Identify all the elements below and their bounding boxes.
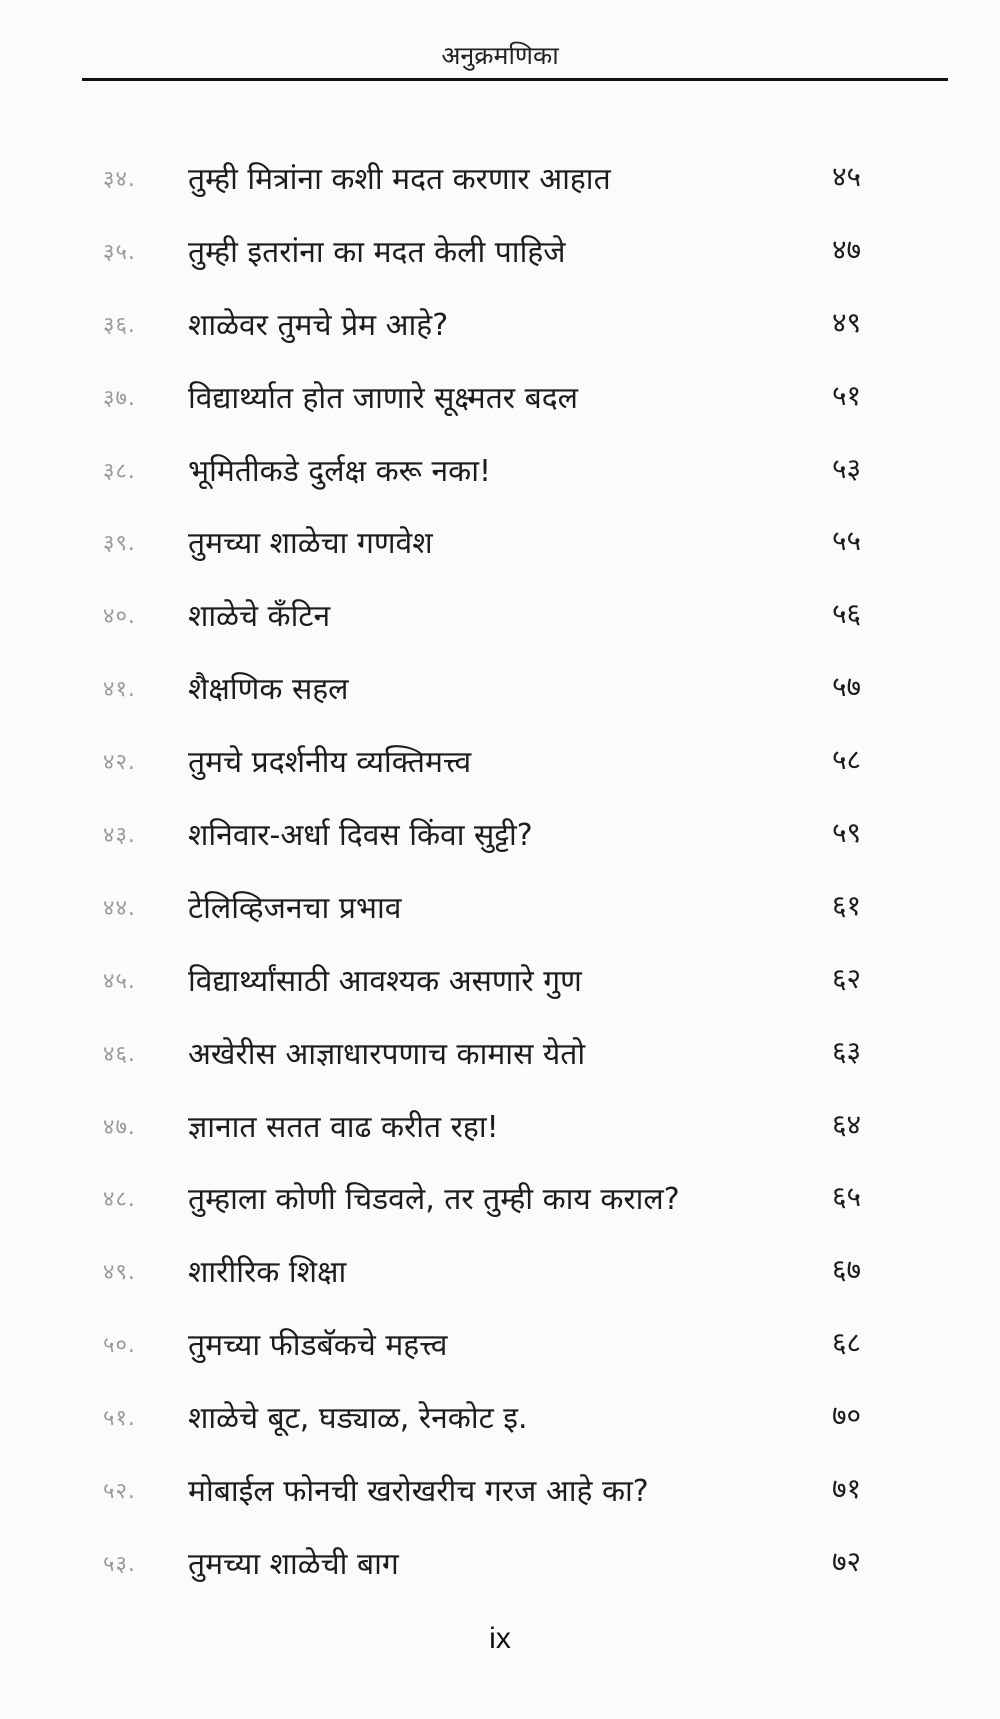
toc-entry-page: ६२ [832,961,862,995]
toc-entry-number: ३६. [103,312,136,338]
toc-entry [0,801,1000,874]
toc-entry-number: ४२. [103,750,136,776]
toc-entry-title: तुमच्या शाळेचा गणवेश [188,526,433,562]
toc-entry-page: ६१ [832,888,862,922]
toc-entry-number: ४३. [103,823,136,849]
toc-entry [0,1093,1000,1166]
toc-entry-page: ६५ [832,1180,862,1214]
toc-entry-page: ५८ [832,743,862,777]
toc-entry [0,145,1000,218]
toc-entry-title: तुमचे प्रदर्शनीय व्यक्तिमत्त्व [188,745,472,781]
toc-entry-title: तुमच्या शाळेची बाग [188,1546,399,1582]
toc-entry [0,947,1000,1020]
toc-entry-title: तुम्ही मित्रांना कशी मदत करणार आहात [188,162,611,197]
toc-entry-title: ज्ञानात सतत वाढ करीत रहा! [188,1109,499,1145]
toc-entry [0,509,1000,582]
toc-entry-number: ३७. [103,385,136,411]
toc-entry [0,364,1000,437]
toc-entry-page: ५६ [832,597,862,631]
toc-entry-page: ५७ [832,670,862,704]
toc-entry-number: ३८. [103,458,136,484]
toc-entry-page: ७१ [832,1472,862,1506]
toc-entry-number: ४१. [103,677,136,703]
toc-entry-page: ६४ [832,1107,862,1141]
toc-entry-title: शनिवार-अर्धा दिवस किंवा सुट्टी? [188,818,533,854]
toc-entry-number: ५३. [103,1551,136,1577]
toc-entry-title: विद्यार्थ्यात होत जाणारे सूक्ष्मतर बदल [188,380,579,416]
toc-entry [0,218,1000,291]
page-header-title: अनुक्रमणिका [441,41,559,70]
toc-entry-number: ४५. [103,968,136,994]
toc-entry [0,728,1000,801]
toc-entry-page: ५९ [832,816,862,850]
toc-entry-page: ५५ [832,524,862,558]
toc-entry [0,1530,1000,1603]
toc-entry-page: ६७ [832,1253,862,1287]
toc-entry [0,874,1000,947]
toc-entry-number: ४९. [103,1260,136,1286]
toc-entry-title: भूमितीकडे दुर्लक्ष करू नका! [188,453,491,489]
toc-entry-number: ४७. [103,1114,136,1140]
toc-entry-page: ७२ [832,1544,862,1578]
toc-entry-number: ३९. [103,531,136,557]
toc-entry-page: ४७ [832,232,862,266]
toc-entry [0,291,1000,364]
toc-entry-title: शैक्षणिक सहल [188,672,349,708]
toc-entry-title: शाळेचे कॅंटिन [188,599,331,635]
toc-entry-title: विद्यार्थ्यांसाठी आवश्यक असणारे गुण [188,963,582,999]
toc-entry [0,1238,1000,1311]
toc-entry-title: तुम्ही इतरांना का मदत केली पाहिजे [188,234,566,270]
header-divider [82,78,948,81]
toc-entry [0,1311,1000,1384]
toc-entry-number: ४४. [103,895,136,921]
toc-entry [0,1020,1000,1093]
toc-entry-title: शाळेचे बूट, घड्याळ, रेनकोट इ. [188,1401,528,1437]
toc-entry-title: तुम्हाला कोणी चिडवले, तर तुम्ही काय कराल? [188,1182,680,1218]
toc-entry [0,655,1000,728]
toc-entry-page: ५१ [832,378,862,412]
toc-entry-page: ६८ [832,1326,862,1360]
toc-entry-number: ४६. [103,1041,136,1067]
toc-entry-page: ६३ [832,1034,862,1068]
toc-entry-number: ५१. [103,1406,136,1432]
toc-entry [0,437,1000,510]
toc-entry-page: ४९ [832,305,862,339]
toc-entry-number: ५२. [103,1479,136,1505]
table-of-contents [0,145,1000,1603]
toc-entry-page: ५३ [832,451,862,485]
toc-entry [0,1384,1000,1457]
toc-entry-title: शारीरिक शिक्षा [188,1255,347,1291]
toc-entry [0,1457,1000,1530]
toc-entry-page: ७० [832,1399,862,1433]
toc-entry-title: अखेरीस आज्ञाधारपणाच कामास येतो [188,1036,586,1072]
toc-entry [0,582,1000,655]
page-number: ix [489,1622,511,1655]
toc-entry-title: मोबाईल फोनची खरोखरीच गरज आहे का? [188,1474,649,1510]
toc-entry-number: ३४. [103,167,136,192]
toc-entry-number: ३५. [103,239,136,265]
toc-entry-number: ४८. [103,1187,136,1213]
toc-entry-title: टेलिव्हिजनचा प्रभाव [188,890,402,926]
toc-entry-title: तुमच्या फीडबॅकचे महत्त्व [188,1328,448,1364]
toc-entry-page: ४५ [832,160,862,193]
toc-entry [0,1165,1000,1238]
toc-entry-number: ४०. [103,604,136,630]
toc-entry-number: ५०. [103,1333,136,1359]
toc-entry-title: शाळेवर तुमचे प्रेम आहे? [188,307,449,343]
